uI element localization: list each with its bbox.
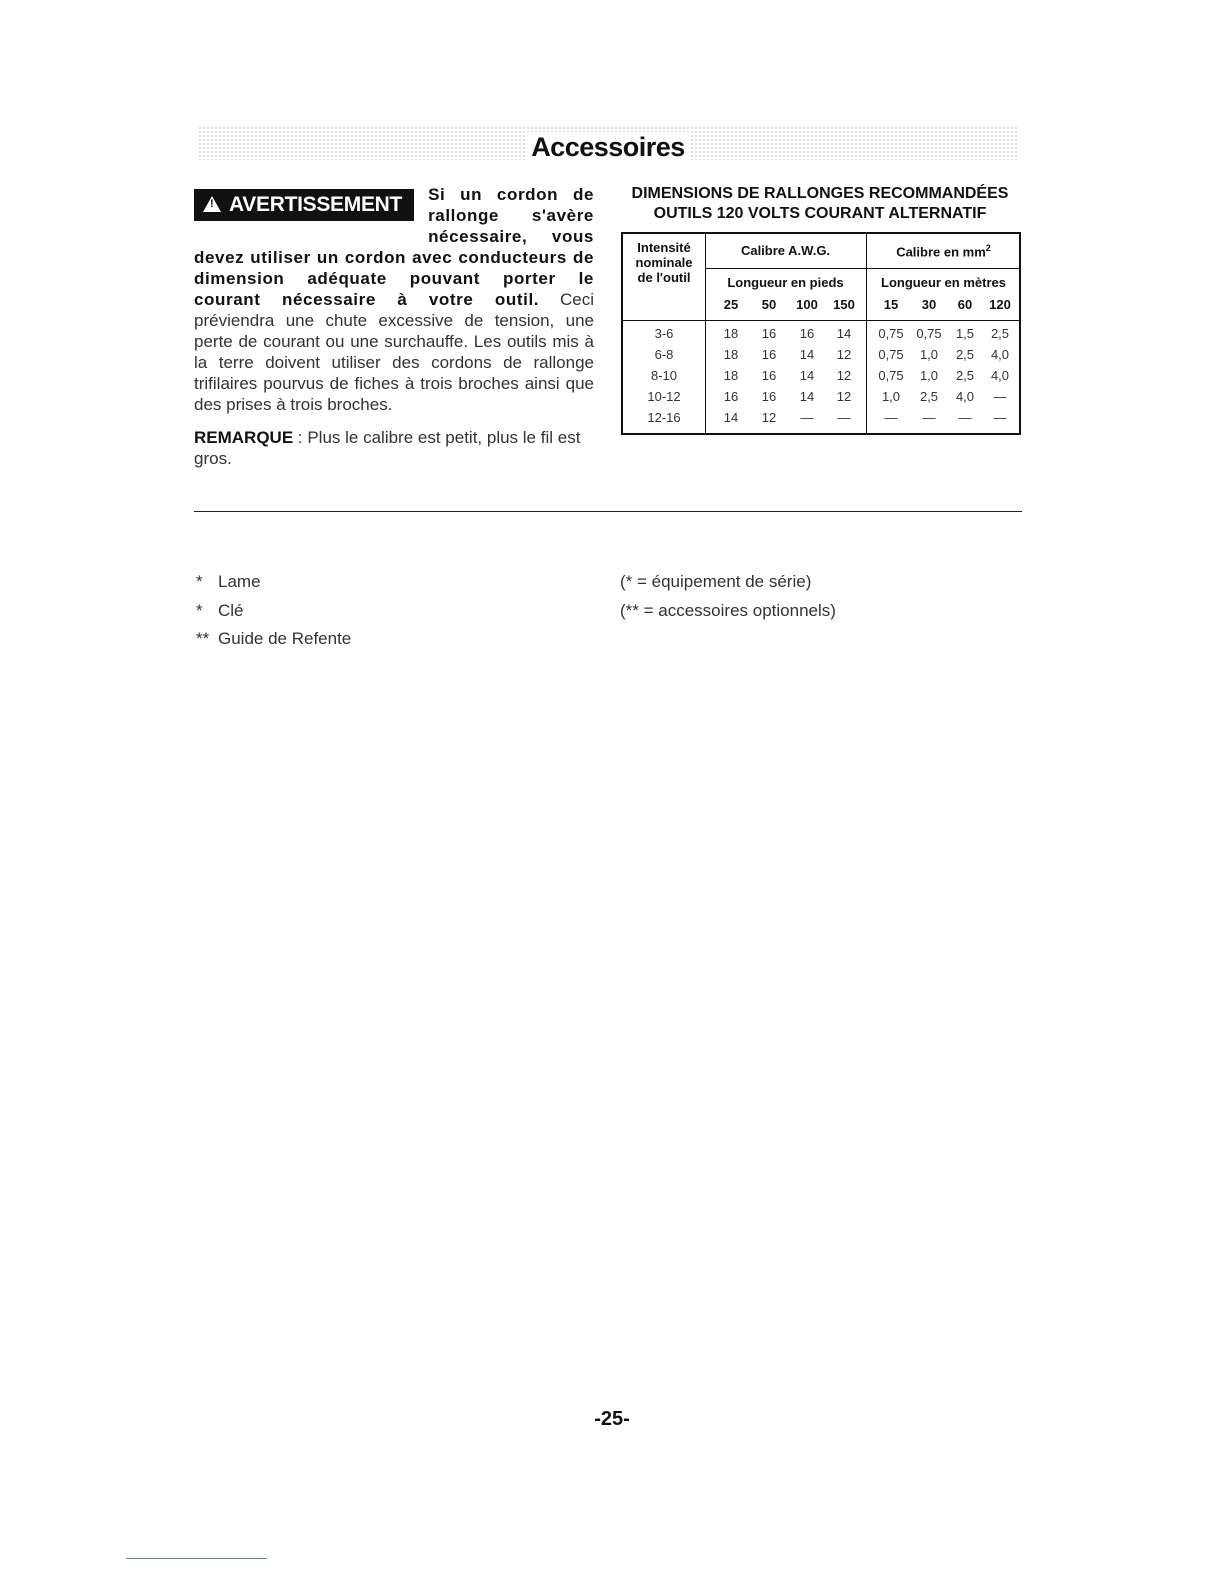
awg-cell: 16 xyxy=(723,389,739,404)
mm-title-text: Calibre en mm xyxy=(896,244,986,260)
mm-cell: 1,0 xyxy=(919,347,939,362)
awg-cell: 16 xyxy=(799,326,815,341)
table-heading xyxy=(620,184,1020,224)
warning-bold-text: Si un cordon de rallonge s'avère nécessaire, vous devez utiliser un cordon avec conducteurs de dimension adéquate pouvant porter le courant nécessaire à votre outil. xyxy=(194,185,594,309)
mm-cell: — xyxy=(922,410,936,425)
rating-header-line: de l'outil xyxy=(637,270,691,285)
list-item-label: Guide de Refente xyxy=(218,629,352,648)
header-divider xyxy=(705,268,1019,269)
rating-header-line: Intensité xyxy=(637,240,691,255)
mm-cell: — xyxy=(993,389,1007,404)
list-item-label: Clé xyxy=(218,600,244,620)
rating-cell: 8-10 xyxy=(650,368,678,383)
awg-cell: 14 xyxy=(799,368,815,383)
warning-paragraph xyxy=(194,184,594,415)
mm-cell: 1,0 xyxy=(881,389,901,404)
warning-block xyxy=(194,184,594,469)
mm-cell: — xyxy=(993,410,1007,425)
awg-cell: 18 xyxy=(723,326,739,341)
mm-cell: 4,0 xyxy=(990,347,1010,362)
meter-length-title: Longueur en mètres xyxy=(881,275,1006,290)
rating-cell: 3-6 xyxy=(654,326,674,341)
mm-cell: — xyxy=(958,410,972,425)
header-divider xyxy=(623,320,1019,321)
awg-cell: 14 xyxy=(723,410,739,425)
meter-length-header: 120 xyxy=(989,297,1011,312)
list-item xyxy=(196,597,351,626)
awg-cell: 12 xyxy=(836,368,852,383)
feet-length-header: 25 xyxy=(723,297,739,312)
list-item-mark: * xyxy=(196,572,203,591)
awg-cell: 12 xyxy=(836,347,852,362)
remark xyxy=(194,427,594,469)
mm-cell: 2,5 xyxy=(990,326,1010,341)
warning-badge-label: AVERTISSEMENT xyxy=(229,193,403,216)
feet-length-header: 150 xyxy=(833,297,855,312)
list-item xyxy=(196,625,351,654)
rating-cell: 12-16 xyxy=(647,410,681,425)
rating-header-line: nominale xyxy=(635,255,693,270)
awg-cell: 12 xyxy=(836,389,852,404)
column-divider xyxy=(866,234,867,433)
mm-cell: — xyxy=(884,410,898,425)
remark-label: REMARQUE xyxy=(194,428,294,447)
awg-cell: 16 xyxy=(761,347,777,362)
awg-cell: 18 xyxy=(723,368,739,383)
legend xyxy=(620,568,836,625)
mm-cell: 1,0 xyxy=(919,368,939,383)
list-item-mark: * xyxy=(196,600,203,620)
awg-cell: 16 xyxy=(761,389,777,404)
mm-cell: 4,0 xyxy=(955,389,975,404)
meter-length-header: 60 xyxy=(957,297,973,312)
horizontal-divider xyxy=(194,511,1022,512)
page-number: -25- xyxy=(594,1408,630,1430)
rating-header xyxy=(623,240,705,285)
rating-cell: 10-12 xyxy=(647,389,681,404)
awg-cell: 14 xyxy=(799,389,815,404)
meter-length-header: 15 xyxy=(883,297,899,312)
mm-superscript: 2 xyxy=(985,243,991,253)
list-item-mark: ** xyxy=(196,629,210,648)
mm-cell: 2,5 xyxy=(955,368,975,383)
mm-cell: 4,0 xyxy=(990,368,1010,383)
awg-cell: — xyxy=(800,410,814,425)
mm-group-title xyxy=(866,243,1021,259)
mm-cell: 0,75 xyxy=(878,368,904,383)
legend-item: (** = accessoires optionnels) xyxy=(620,600,836,620)
awg-cell: 12 xyxy=(761,410,777,425)
section-header-bar xyxy=(198,126,1018,160)
remark-text: : Plus le calibre est petit, plus le fil est gros. xyxy=(194,428,581,468)
feet-length-header: 50 xyxy=(761,297,777,312)
mm-cell: 0,75 xyxy=(878,347,904,362)
column-divider xyxy=(705,234,706,433)
feet-length-header: 100 xyxy=(796,297,818,312)
rating-cell: 6-8 xyxy=(654,347,674,362)
list-item xyxy=(196,568,351,597)
mm-cell: 0,75 xyxy=(916,326,942,341)
section-title: Accessoires xyxy=(198,126,1018,168)
awg-cell: — xyxy=(837,410,851,425)
meter-length-header: 30 xyxy=(921,297,937,312)
warning-body-text: Ceci préviendra une chute excessive de tension, une perte de courant ou une surchauffe. Les outils mis à la terre doivent utiliser des cordons de rallonge trifilaires pourvus de fiches à trois broches ainsi que des prises à trois broches. xyxy=(194,290,595,414)
mm-cell: 0,75 xyxy=(878,326,904,341)
awg-cell: 14 xyxy=(836,326,852,341)
mm-cell: 2,5 xyxy=(955,347,975,362)
extension-cord-table xyxy=(621,232,1021,435)
footer-rule xyxy=(126,1558,267,1559)
awg-cell: 18 xyxy=(723,347,739,362)
warning-triangle-icon xyxy=(203,196,221,212)
awg-cell: 16 xyxy=(761,326,777,341)
awg-cell: 14 xyxy=(799,347,815,362)
mm-cell: 1,5 xyxy=(955,326,975,341)
list-item-label: Lame xyxy=(218,572,261,591)
mm-cell: 2,5 xyxy=(919,389,939,404)
table-title-line1: DIMENSIONS DE RALLONGES RECOMMANDÉES xyxy=(631,185,1009,202)
accessories-list xyxy=(196,568,351,654)
awg-group-title: Calibre A.W.G. xyxy=(740,243,831,258)
feet-length-title: Longueur en pieds xyxy=(727,275,844,290)
table-title-line2: OUTILS 120 VOLTS COURANT ALTERNATIF xyxy=(653,205,987,222)
legend-item: (* = équipement de série) xyxy=(620,572,812,591)
warning-badge xyxy=(194,189,414,221)
awg-cell: 16 xyxy=(761,368,777,383)
